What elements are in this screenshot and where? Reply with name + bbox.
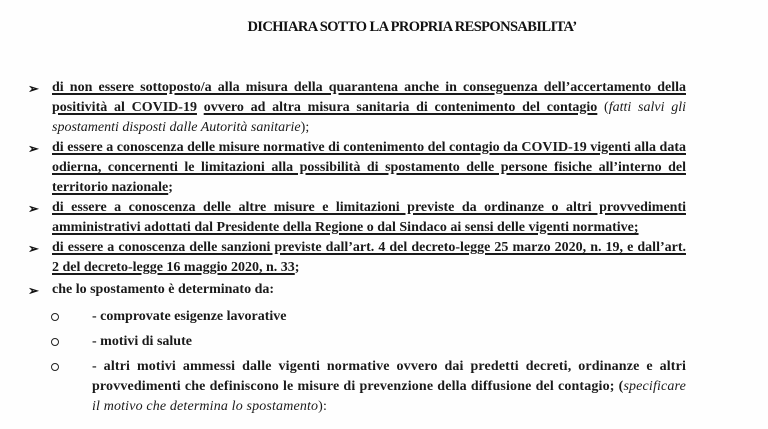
page-title: DICHIARA SOTTO LA PROPRIA RESPONSABILITA’ [247,19,577,35]
declaration-item-measures: ➢ di essere a conoscenza delle misure normative di contenimento del contagio da COVID-19 vigenti alla data odierna, concernenti le limitazioni alla possibilità di spostamento delle persone fisiche all’interno del territorio nazionale; [28,140,686,195]
declaration-item-reason [0,280,768,300]
option-other[interactable]: - altri motivi ammessi dalle vigenti normative ovvero dai predetti decreti, ordinanze e altri provvedimenti che definiscono le misure di prevenzione della diffusione del contagio; (specificare il motivo che determina lo spostamento): [0,357,768,417]
item-text-underlined: ovvero ad altra misura sanitaria di contenimento del contagio [203,100,598,115]
declaration-item-quarantine: ➢ di non essere sottoposto/a alla misura della quarantena anche in conseguenza dell’accertamento della positività al COVID-19 ovvero ad altra misura sanitaria di contenimento del contagio (fatti salvi gli spostamenti disposti dalle Autorità sanitarie); [28,80,687,135]
arrow-bullet-icon: ➢ [28,241,39,256]
option-note-italic: specificare il motivo che determina lo spostamento [92,379,686,414]
arrow-bullet-icon: ➢ [28,201,39,216]
item-text: che lo spostamento è determinato da: [52,282,275,297]
item-text-underlined: di non essere sottoposto/a alla misura della quarantena anche in conseguenza dell’accertamento della positività al COVID-19 [52,80,686,115]
option-work[interactable] [0,307,768,327]
item-text-underlined: di essere a conoscenza delle misure normative di contenimento del contagio da COVID-19 vigenti alla data odierna, concernenti le limitazioni alla possibilità di spostamento delle persone fisiche all’interno del territorio nazionale [52,140,686,195]
declaration-item-sanctions: ➢ di essere a conoscenza delle sanzioni previste dall’art. 4 del decreto-legge 25 marzo 2020, n. 19, e dall’art. 2 del decreto-legge 16 maggio 2020, n. 33; [28,240,686,275]
item-text-underlined: di essere a conoscenza delle altre misure e limitazioni previste da ordinanze o altri provvedimenti amministrativi adottati dal Presidente della Regione o dal Sindaco ai sensi delle vigenti normative; [52,200,686,235]
radio-circle-icon[interactable] [51,363,59,371]
declaration-item-ordinances [0,198,768,238]
option-health[interactable] [0,332,768,352]
option-label: - comprovate esigenze lavorative [92,309,287,324]
arrow-bullet-icon: ➢ [28,81,39,96]
option-label: - motivi di salute [92,334,192,349]
item-note-italic: fatti salvi gli spostamenti disposti dalle Autorità sanitarie [52,100,687,135]
declaration-list [0,78,768,417]
arrow-bullet-icon: ➢ [28,141,39,156]
option-label: - altri motivi ammessi dalle vigenti normative ovvero dai predetti decreti, ordinanze e altri provvedimenti che definiscono le misure di prevenzione della diffusione del contagio; ( [92,359,686,394]
arrow-bullet-icon: ➢ [28,283,39,298]
radio-circle-icon[interactable] [51,338,59,346]
radio-circle-icon[interactable] [51,313,59,321]
item-text-underlined: di essere a conoscenza delle sanzioni previste dall’art. 4 del decreto-legge 25 marzo 2020, n. 19, e dall’art. 2 del decreto-legge 16 maggio 2020, n. 33 [52,240,686,275]
